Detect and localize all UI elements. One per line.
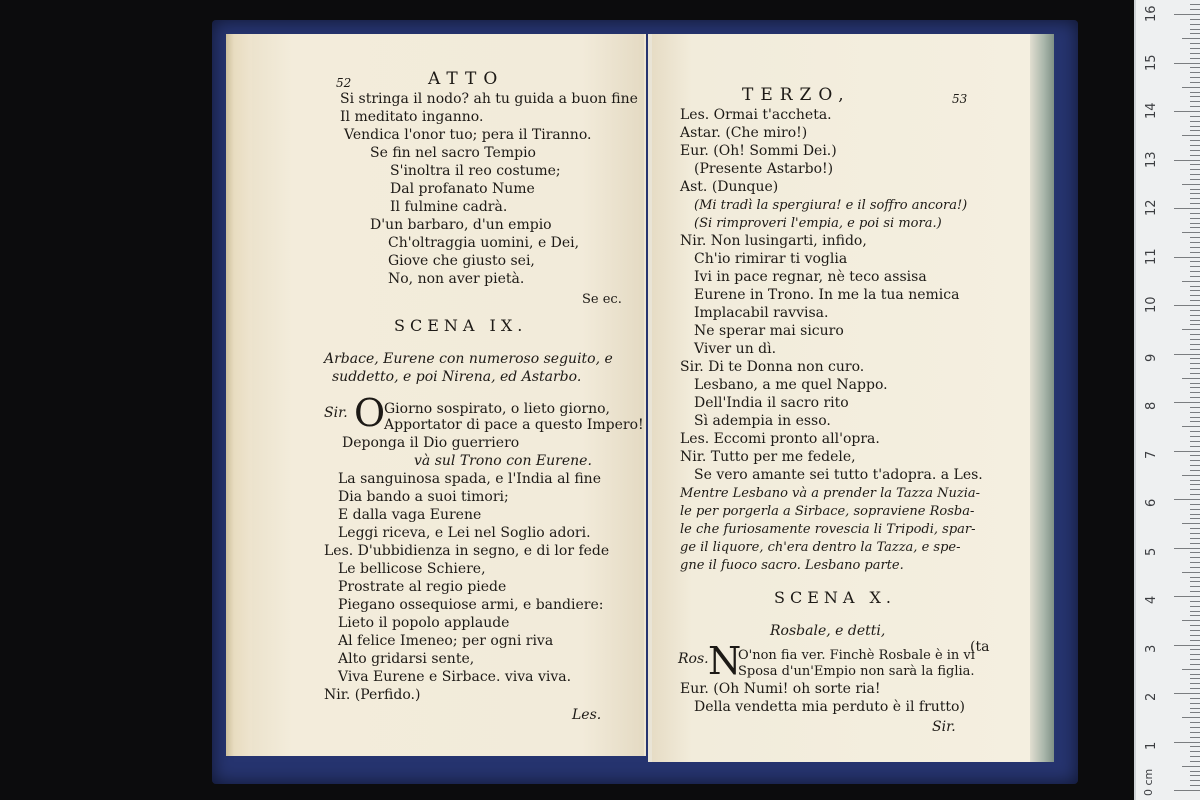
ruler-tick [1190, 286, 1200, 287]
ruler-tick [1190, 615, 1200, 616]
ruler-tick [1174, 305, 1200, 306]
ruler-tick [1190, 489, 1200, 490]
text-line: Leggi riceva, e Lei nel Soglio adori. [338, 525, 591, 541]
ruler-tick [1190, 727, 1200, 728]
ruler-number: 9 [1144, 353, 1159, 362]
ruler-tick [1190, 441, 1200, 442]
ruler-tick [1174, 790, 1200, 791]
ruler-tick [1190, 290, 1200, 291]
stage-direction: le che furiosamente rovescia li Tripodi, spar- [680, 522, 976, 537]
ruler-tick [1182, 378, 1200, 379]
ruler-tick [1174, 208, 1200, 209]
scene-heading: SCENA IX. [394, 316, 528, 335]
text-line: Giove che giusto sei, [388, 253, 535, 269]
text-line: Astar. (Che miro!) [680, 125, 808, 141]
text-line: Ch'io rimirar ti voglia [694, 251, 848, 267]
left-page [252, 34, 644, 756]
text-line: Dia bando a suoi timori; [338, 489, 509, 505]
text-line: Della vendetta mia perduto è il frutto) [694, 699, 965, 715]
text-line: Al felice Imeneo; per ogni riva [338, 633, 554, 649]
text-line: Dell'India il sacro rito [694, 395, 849, 411]
ruler-tick [1190, 53, 1200, 54]
catchword: Sir. [932, 719, 956, 735]
ruler-tick [1190, 106, 1200, 107]
text-line: Prostrate al regio piede [338, 579, 507, 595]
ruler-number: 4 [1144, 595, 1159, 604]
ruler-tick [1190, 664, 1200, 665]
turnover: (ta [970, 639, 990, 655]
ruler-tick [1190, 674, 1200, 675]
ruler-tick [1190, 358, 1200, 359]
text-line: Viva Eurene e Sirbace. viva viva. [338, 669, 572, 685]
ruler-tick [1190, 19, 1200, 20]
ruler-tick [1174, 548, 1200, 549]
text-line: Implacabil ravvisa. [694, 305, 829, 321]
ruler-tick [1190, 431, 1200, 432]
text-line: Si stringa il nodo? ah tu guida a buon fine [340, 91, 638, 107]
ruler-tick [1190, 412, 1200, 413]
aside-line: (Mi tradì la spergiura! e il soffro ancora!) [694, 198, 968, 213]
text-line: D'un barbaro, d'un empio [370, 217, 552, 233]
page-number: 53 [952, 92, 968, 106]
ruler-tick [1190, 591, 1200, 592]
ruler-tick [1190, 96, 1200, 97]
ruler-tick [1174, 354, 1200, 355]
ruler-tick [1174, 14, 1200, 15]
aside-line: (Si rimproveri l'empia, e poi si mora.) [694, 216, 942, 231]
ruler-tick [1182, 232, 1200, 233]
ruler-tick [1190, 557, 1200, 558]
text-line: Eurene in Trono. In me la tua nemica [694, 287, 960, 303]
ruler-tick [1190, 383, 1200, 384]
ruler-tick [1190, 756, 1200, 757]
ruler-tick [1174, 111, 1200, 112]
ruler-tick [1174, 160, 1200, 161]
text-line: Les. Eccomi pronto all'opra. [680, 431, 880, 447]
ruler-tick [1190, 708, 1200, 709]
text-line: Nir. (Perfido.) [324, 687, 421, 703]
text-line: Sì adempia in esso. [694, 413, 831, 429]
ruler-tick [1190, 417, 1200, 418]
ruler-tick [1190, 732, 1200, 733]
ruler-tick [1190, 92, 1200, 93]
ruler-tick [1190, 324, 1200, 325]
ruler-number: 16 [1144, 5, 1159, 22]
text-line: Sposa d'un'Empio non sarà la figlia. [738, 664, 975, 679]
text-line: E dalla vaga Eurene [338, 507, 482, 523]
scene-heading: SCENA X. [774, 588, 896, 607]
ruler-tick [1190, 785, 1200, 786]
ruler-tick [1182, 523, 1200, 524]
ruler-tick [1190, 722, 1200, 723]
scene-cast: Rosbale, e detti, [770, 623, 886, 639]
ruler-tick [1182, 38, 1200, 39]
text-line: Lieto il popolo applaude [338, 615, 510, 631]
ruler-tick [1190, 683, 1200, 684]
ruler-tick [1190, 58, 1200, 59]
ruler-number: 15 [1144, 54, 1159, 71]
ruler-tick [1190, 611, 1200, 612]
stage-direction: gne il fuoco sacro. Lesbano parte. [680, 558, 904, 573]
ruler-tick [1190, 552, 1200, 553]
ruler-number: 1 [1144, 741, 1159, 750]
text-line: (Presente Astarbo!) [694, 161, 834, 177]
ruler-tick [1190, 315, 1200, 316]
catchword: Les. [572, 707, 602, 723]
ruler-tick [1190, 164, 1200, 165]
stage-direction: ge il liquore, ch'era dentro la Tazza, e spe- [680, 540, 961, 555]
ruler-tick [1190, 24, 1200, 25]
ruler-tick [1190, 455, 1200, 456]
ruler-tick [1190, 761, 1200, 762]
text-line: Ivi in pace regnar, nè teco assisa [694, 269, 927, 285]
ruler-tick [1190, 4, 1200, 5]
ruler-tick [1190, 145, 1200, 146]
ruler-tick [1174, 742, 1200, 743]
text-line: Dal profanato Nume [390, 181, 535, 197]
ruler-tick [1190, 509, 1200, 510]
running-head: ATTO [428, 69, 505, 89]
text-line: Ne sperar mai sicuro [694, 323, 844, 339]
ruler-tick [1190, 751, 1200, 752]
ruler-tick [1182, 329, 1200, 330]
ruler-number: 5 [1144, 547, 1159, 556]
ruler-tick [1190, 533, 1200, 534]
ruler-tick [1190, 688, 1200, 689]
ruler-tick [1190, 737, 1200, 738]
ruler-tick [1182, 620, 1200, 621]
ruler-number: 11 [1144, 248, 1159, 265]
ruler-tick [1182, 717, 1200, 718]
ruler-tick [1174, 451, 1200, 452]
speaker-label: Ros. [678, 651, 709, 667]
ruler-number: 7 [1144, 450, 1159, 459]
ruler-tick [1190, 121, 1200, 122]
ruler-tick [1182, 281, 1200, 282]
ruler-tick [1190, 271, 1200, 272]
ruler-tick [1190, 543, 1200, 544]
ruler-tick [1190, 218, 1200, 219]
ruler-tick [1190, 775, 1200, 776]
ruler-tick [1190, 484, 1200, 485]
ruler-tick [1190, 470, 1200, 471]
ruler-tick [1182, 766, 1200, 767]
text-line: Lesbano, a me quel Nappo. [694, 377, 888, 393]
ruler-tick [1190, 518, 1200, 519]
ruler-tick [1190, 528, 1200, 529]
text-line: Les. D'ubbidienza in segno, e di lor fede [324, 543, 610, 559]
ruler-tick [1190, 189, 1200, 190]
ruler-tick [1190, 538, 1200, 539]
text-line: Deponga il Dio guerriero [342, 435, 520, 451]
ruler-tick [1174, 693, 1200, 694]
text-line: Nir. Tutto per me fedele, [680, 449, 856, 465]
text-line: Viver un dì. [694, 341, 777, 357]
ruler-tick [1190, 586, 1200, 587]
ruler-tick [1174, 63, 1200, 64]
text-line: Piegano ossequiose armi, e bandiere: [338, 597, 604, 613]
ruler-tick [1190, 392, 1200, 393]
ruler-tick [1190, 698, 1200, 699]
ruler-tick [1190, 746, 1200, 747]
ruler-tick [1190, 649, 1200, 650]
ruler-tick [1190, 678, 1200, 679]
ruler-number: 14 [1144, 102, 1159, 119]
ruler-tick [1174, 645, 1200, 646]
ruler-tick [1190, 155, 1200, 156]
stage-direction: le per porgerla a Sirbace, sopraviene Rosba- [680, 504, 975, 519]
ruler-tick [1190, 29, 1200, 30]
ruler-tick [1190, 193, 1200, 194]
running-head: TERZO, [742, 85, 851, 105]
text-line: Eur. (Oh Numi! oh sorte ria! [680, 681, 881, 697]
ruler-tick [1190, 659, 1200, 660]
ruler-tick [1190, 101, 1200, 102]
ruler-tick [1190, 640, 1200, 641]
ruler-tick [1190, 237, 1200, 238]
ruler-tick [1190, 460, 1200, 461]
ruler-tick [1182, 87, 1200, 88]
ruler-tick [1182, 572, 1200, 573]
ruler-tick [1190, 227, 1200, 228]
ruler-tick [1190, 261, 1200, 262]
stage-direction: Mentre Lesbano và a prender la Tazza Nuzia- [680, 486, 981, 501]
ruler-tick [1174, 499, 1200, 500]
ruler-tick [1190, 373, 1200, 374]
ruler-tick [1182, 426, 1200, 427]
ruler-tick [1190, 625, 1200, 626]
ruler-tick [1190, 300, 1200, 301]
stage-direction: và sul Trono con Eurene. [414, 453, 592, 469]
ruler-tick [1190, 198, 1200, 199]
ruler-tick [1190, 562, 1200, 563]
ruler-tick [1190, 213, 1200, 214]
ruler-tick [1190, 368, 1200, 369]
ruler-number: 3 [1144, 644, 1159, 653]
dropcap: N [708, 639, 742, 683]
ruler-tick [1190, 397, 1200, 398]
ruler-tick [1190, 436, 1200, 437]
ruler-tick [1190, 630, 1200, 631]
ruler-tick [1190, 252, 1200, 253]
ruler-number: 12 [1144, 199, 1159, 216]
ruler-tick [1190, 421, 1200, 422]
ruler-tick [1190, 344, 1200, 345]
text-line: Nir. Non lusingarti, infido, [680, 233, 867, 249]
ruler-tick [1190, 43, 1200, 44]
ruler-tick [1190, 33, 1200, 34]
text-line: Les. Ormai t'accheta. [680, 107, 832, 123]
ruler-number: 10 [1144, 296, 1159, 313]
ruler-tick [1190, 67, 1200, 68]
ruler-tick [1190, 334, 1200, 335]
right-page [652, 34, 1030, 762]
ruler-tick [1174, 257, 1200, 258]
se-ec: Se ec. [582, 292, 622, 307]
ruler-tick [1190, 601, 1200, 602]
ruler-tick [1182, 135, 1200, 136]
ruler-number: 13 [1144, 151, 1159, 168]
text-line: Le bellicose Schiere, [338, 561, 486, 577]
text-line: Ast. (Dunque) [680, 179, 779, 195]
ruler-tick [1190, 179, 1200, 180]
ruler-tick [1190, 266, 1200, 267]
text-line: Se vero amante sei tutto t'adopra. a Les. [694, 467, 983, 483]
ruler-number: 2 [1144, 692, 1159, 701]
ruler-tick [1190, 606, 1200, 607]
ruler-tick [1190, 223, 1200, 224]
ruler-tick [1190, 295, 1200, 296]
page-number: 52 [336, 76, 352, 90]
ruler-tick [1190, 480, 1200, 481]
text-line: Il meditato inganno. [340, 109, 484, 125]
ruler-tick [1174, 402, 1200, 403]
ruler-tick [1190, 77, 1200, 78]
scene-cast: Arbace, Eurene con numeroso seguito, e [324, 351, 613, 367]
ruler-tick [1190, 247, 1200, 248]
text-line: La sanguinosa spada, e l'India al fine [338, 471, 601, 487]
ruler-tick [1190, 349, 1200, 350]
text-line: Il fulmine cadrà. [390, 199, 508, 215]
ruler-tick [1190, 494, 1200, 495]
ruler-tick [1190, 320, 1200, 321]
text-line: Se fin nel sacro Tempio [370, 145, 536, 161]
ruler-tick [1182, 475, 1200, 476]
ruler-tick [1190, 514, 1200, 515]
scene-cast: suddetto, e poi Nirena, ed Astarbo. [332, 369, 582, 385]
ruler-tick [1190, 577, 1200, 578]
text-line: S'inoltra il reo costume; [390, 163, 561, 179]
ruler-tick [1190, 130, 1200, 131]
text-line: Alto gridarsi sente, [338, 651, 475, 667]
ruler-tick [1190, 169, 1200, 170]
ruler-tick [1190, 150, 1200, 151]
ruler-tick [1190, 72, 1200, 73]
dropcap: O [354, 391, 386, 435]
text-line: O'non fia ver. Finchè Rosbale è in vi [738, 648, 975, 663]
text-line: No, non aver pietà. [388, 271, 525, 287]
ruler-tick [1190, 310, 1200, 311]
text-line: Eur. (Oh! Sommi Dei.) [680, 143, 837, 159]
speaker-label: Sir. [324, 405, 348, 421]
ruler-tick [1190, 242, 1200, 243]
text-line: Vendica l'onor tuo; pera il Tiranno. [344, 127, 592, 143]
text-line: Apportator di pace a questo Impero! [384, 417, 644, 433]
ruler-tick [1190, 203, 1200, 204]
text-line: Giorno sospirato, o lieto giorno, [384, 401, 610, 417]
ruler-tick [1182, 184, 1200, 185]
ruler-tick [1182, 669, 1200, 670]
ruler-tick [1190, 48, 1200, 49]
text-line: Ch'oltraggia uomini, e Dei, [388, 235, 580, 251]
text-line: Sir. Di te Donna non curo. [680, 359, 865, 375]
ruler-tick [1190, 567, 1200, 568]
ruler-tick [1190, 703, 1200, 704]
ruler-tick [1190, 140, 1200, 141]
ruler-tick [1190, 635, 1200, 636]
ruler-tick [1190, 276, 1200, 277]
ruler-tick [1190, 771, 1200, 772]
ruler-number: 6 [1144, 498, 1159, 507]
ruler-tick [1190, 446, 1200, 447]
ruler-tick [1190, 712, 1200, 713]
ruler-tick [1190, 363, 1200, 364]
ruler-tick [1174, 596, 1200, 597]
ruler-tick [1190, 82, 1200, 83]
measuring-ruler [1134, 0, 1200, 800]
ruler-tick [1190, 387, 1200, 388]
ruler-tick [1190, 407, 1200, 408]
ruler-tick [1190, 126, 1200, 127]
ruler-tick [1190, 339, 1200, 340]
ruler-tick [1190, 174, 1200, 175]
ruler-unit: 0 cm [1142, 768, 1155, 796]
ruler-number: 8 [1144, 401, 1159, 410]
ruler-tick [1190, 504, 1200, 505]
ruler-tick [1190, 9, 1200, 10]
ruler-tick [1190, 654, 1200, 655]
ruler-tick [1190, 780, 1200, 781]
ruler-tick [1190, 116, 1200, 117]
ruler-tick [1190, 581, 1200, 582]
ruler-tick [1190, 465, 1200, 466]
